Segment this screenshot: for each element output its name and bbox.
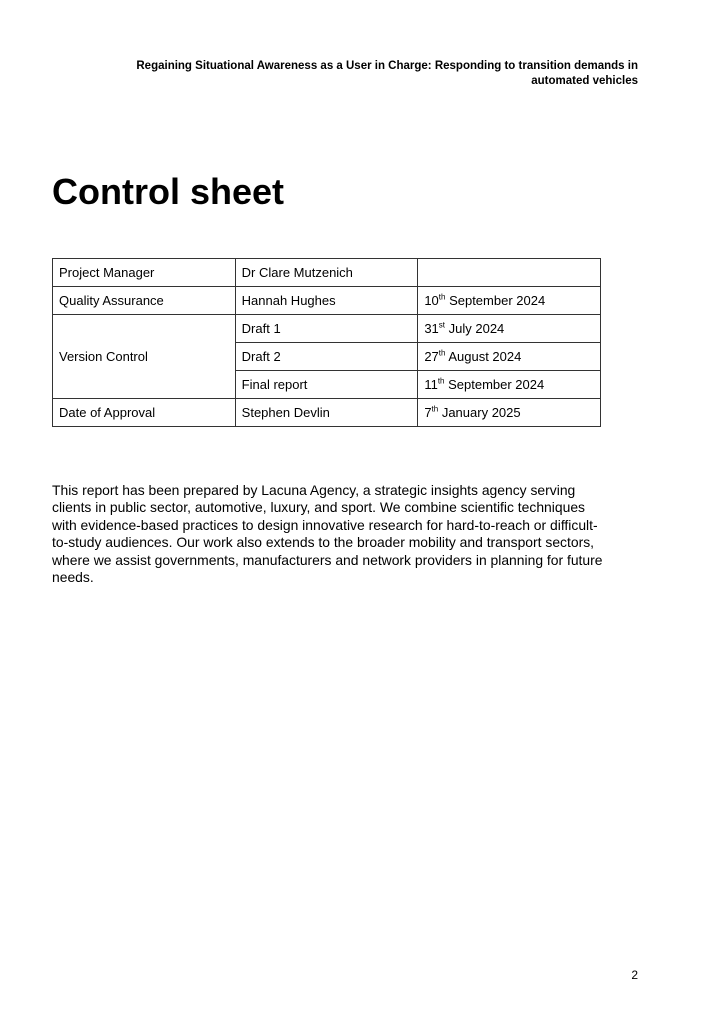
paragraph-line: with evidence-based practices to design innovative research for hard-to-reach or difficult- xyxy=(52,516,598,533)
date-ordinal-suffix: th xyxy=(438,348,446,358)
date-ordinal-suffix: st xyxy=(438,320,446,330)
table-row-quality-assurance xyxy=(53,287,601,315)
date-day: 11 xyxy=(424,377,438,392)
date-month-year: January 2025 xyxy=(438,405,521,420)
intro-paragraph xyxy=(52,482,642,586)
version-name: Final report xyxy=(235,371,418,399)
approval-name: Stephen Devlin xyxy=(235,399,418,427)
page-number: 2 xyxy=(631,968,638,982)
approval-date xyxy=(418,399,601,427)
page-title: Control sheet xyxy=(52,171,285,212)
date-day: 10 xyxy=(424,293,439,308)
control-table xyxy=(52,258,601,427)
version-name: Draft 2 xyxy=(235,343,418,371)
date-ordinal-suffix: th xyxy=(437,376,445,386)
quality-assurance-date xyxy=(418,287,601,315)
date-ordinal-suffix: th xyxy=(431,404,439,414)
project-manager-date xyxy=(418,259,601,287)
approval-label: Date of Approval xyxy=(53,399,236,427)
table-row-approval xyxy=(53,399,601,427)
paragraph-line: where we assist governments, manufacturers and network providers in planning for future xyxy=(52,551,603,568)
running-header-line-1: Regaining Situational Awareness as a User in Charge: Responding to transition demands in xyxy=(136,60,638,72)
date-ordinal-suffix: th xyxy=(438,292,446,302)
date-month-year: July 2024 xyxy=(445,321,505,336)
version-control-label: Version Control xyxy=(53,315,236,399)
paragraph-line: This report has been prepared by Lacuna Agency, a strategic insights agency serving xyxy=(52,482,576,498)
version-date xyxy=(418,371,601,399)
paragraph-line: needs. xyxy=(52,569,94,586)
quality-assurance-label: Quality Assurance xyxy=(53,287,236,315)
version-date xyxy=(418,343,601,371)
table-row-version-draft-1 xyxy=(53,315,601,343)
table-row-project-manager xyxy=(53,259,601,287)
date-day: 31 xyxy=(424,321,439,336)
project-manager-label: Project Manager xyxy=(53,259,236,287)
project-manager-name: Dr Clare Mutzenich xyxy=(235,259,418,287)
paragraph-line: to-study audiences. Our work also extends to the broader mobility and transport sectors, xyxy=(52,534,595,551)
date-day: 7 xyxy=(424,405,432,420)
version-name: Draft 1 xyxy=(235,315,418,343)
quality-assurance-name: Hannah Hughes xyxy=(235,287,418,315)
running-header-line-2: automated vehicles xyxy=(531,75,638,87)
version-date xyxy=(418,315,601,343)
date-month-year: September 2024 xyxy=(445,293,546,308)
running-header xyxy=(90,59,638,89)
date-month-year: August 2024 xyxy=(445,349,522,364)
date-day: 27 xyxy=(424,349,439,364)
date-month-year: September 2024 xyxy=(444,377,545,392)
paragraph-line: clients in public sector, automotive, luxury, and sport. We combine scientific techniques xyxy=(52,499,585,516)
